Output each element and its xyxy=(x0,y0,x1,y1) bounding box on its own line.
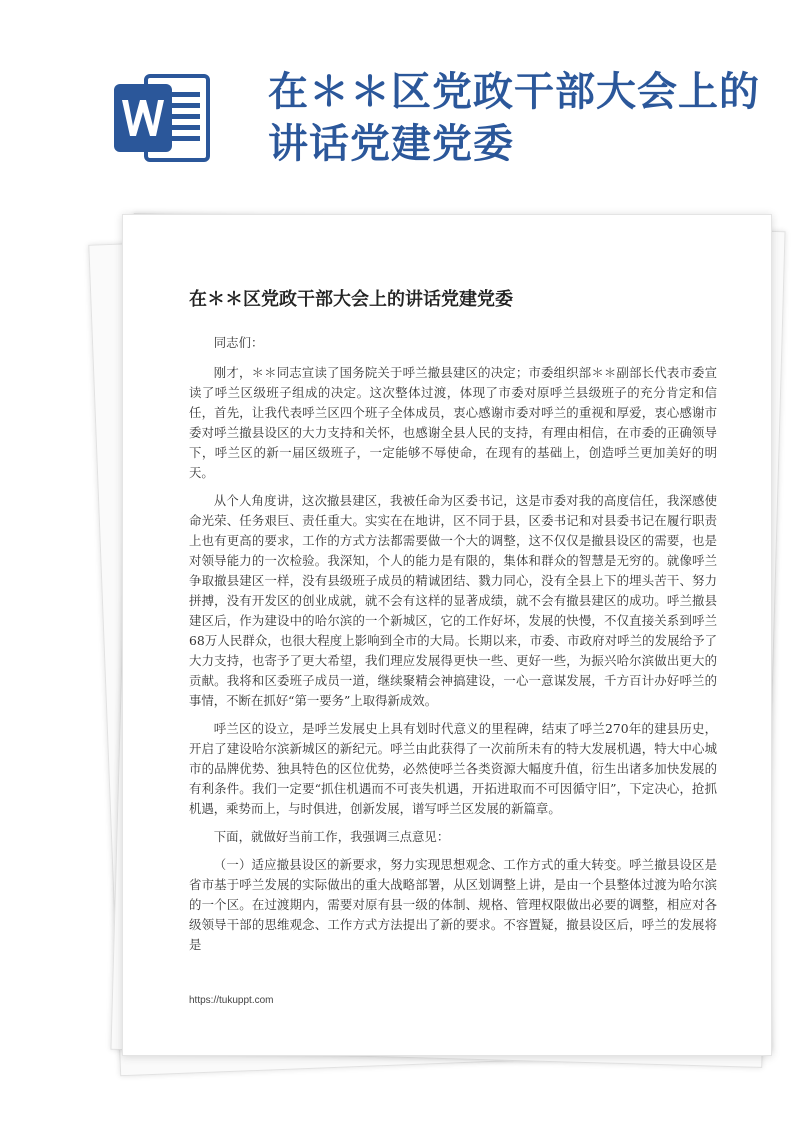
document-preview xyxy=(100,208,780,1078)
paragraph: 呼兰区的设立，是呼兰发展史上具有划时代意义的里程碑，结束了呼兰270年的建县历史，开启了建设哈尔滨新城区的新纪元。呼兰由此获得了一次前所未有的特大发展机遇，特大中心城市的品牌优势、独具特色的区位优势，必然使呼兰各类资源大幅度升值，衍生出诸多加快发展的有利条件。我们一定要“抓住机遇而不可丧失机遇，开拓进取而不可因循守旧”，下定决心，抢抓机遇，乘势而上，与时俱进，创新发展，谱写呼兰区发展的新篇章。 xyxy=(189,721,717,816)
paragraph: 从个人角度讲，这次撤县建区，我被任命为区委书记，这是市委对我的高度信任，我深感使命光荣、任务艰巨、责任重大。实实在在地讲，区不同于县，区委书记和对县委书记在履行职责上也有更高的要求，工作的方式方法都需要做一个大的调整，这不仅仅是撤县设区的需要，也是对领导能力的一次检验。我深知，个人的能力是有限的，集体和群众的智慧是无穷的。就像呼兰争取撤县建区一样，没有县级班子成员的精诚团结、戮力同心，没有全县上下的埋头苦干、努力拼搏，没有开发区的创业成就，就不会有这样的显著成绩，就不会有撤县建区的成功。呼兰撤县建区后，作为建设中的哈尔滨的一个新城区，它的工作好坏，发展的快慢，不仅直接关系到呼兰68万人民群众，也很大程度上影响到全市的大局。长期以来，市委、市政府对呼兰的发展给予了大力支持，也寄予了更大希望，我们理应发展得更快一些、更好一些，为振兴哈尔滨做出更大的贡献。我将和区委班子成员一道，继续聚精会神搞建设，一心一意谋发展，千方百计办好呼兰的事情，不断在抓好“第一要务”上取得新成效。 xyxy=(189,493,717,708)
document-body xyxy=(189,333,717,963)
document-title: 在＊＊区党政干部大会上的讲话党建党委 xyxy=(189,289,513,310)
paragraph: 刚才，＊＊同志宣读了国务院关于呼兰撤县建区的决定；市委组织部＊＊副部长代表市委宣读了呼兰区级班子组成的决定。这次整体过渡，体现了市委对原呼兰县级班子的充分肯定和信任，首先，让我代表呼兰区四个班子全体成员，衷心感谢市委对呼兰的重视和厚爱，衷心感谢市委对呼兰撤县设区的大力支持和关怀，也感谢全县人民的支持，有理由相信，在市委的正确领导下，呼兰区的新一届区级班子，一定能够不辱使命，在现有的基础上，创造呼兰更加美好的明天。 xyxy=(189,365,717,480)
word-document-icon xyxy=(112,70,216,166)
page-title: 在＊＊区党政干部大会上的讲话党建党委 xyxy=(268,69,760,167)
paragraph: （一）适应撤县设区的新要求，努力实现思想观念、工作方式的重大转变。呼兰撤县设区是省市基于呼兰发展的实际做出的重大战略部署，从区划调整上讲，是由一个县整体过渡为哈尔滨的一个区。在过渡期内，需要对原有县一级的体制、规格、管理权限做出必要的调整，相应对各级领导干部的思维观念、工作方式方法提出了新的要求。不容置疑，撤县设区后，呼兰的发展将是 xyxy=(189,857,717,952)
footer-url: https://tukuppt.com xyxy=(189,995,274,1006)
document-page xyxy=(122,214,772,1056)
paragraph: 下面，就做好当前工作，我强调三点意见： xyxy=(213,829,450,844)
greeting: 同志们： xyxy=(213,335,264,350)
header-banner xyxy=(0,0,800,200)
